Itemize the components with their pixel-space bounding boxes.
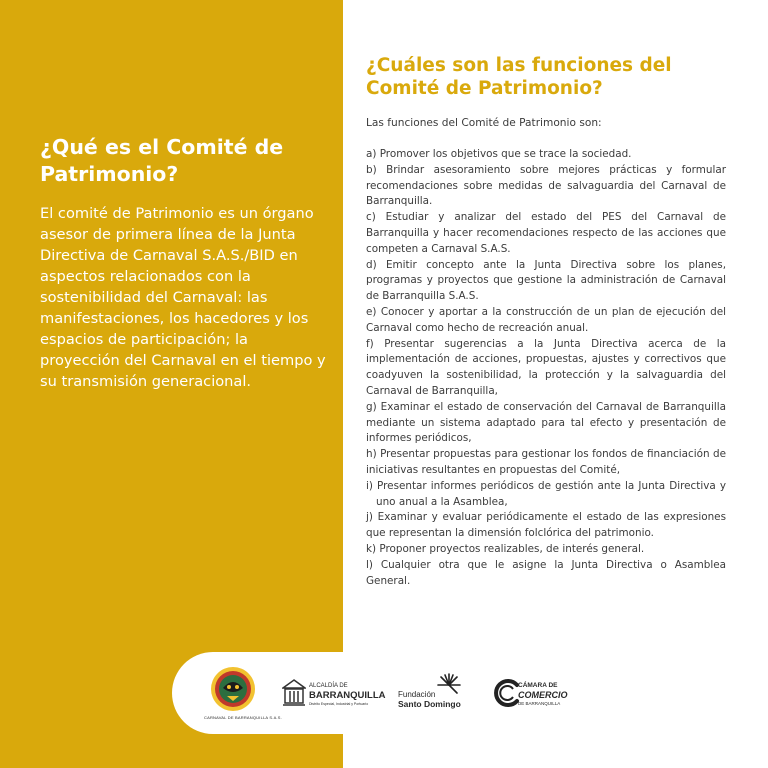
logo-bar bbox=[172, 652, 592, 734]
camara-line2: COMERCIO bbox=[518, 690, 568, 700]
camara-logo bbox=[492, 652, 582, 734]
alcaldia-building-icon bbox=[282, 679, 306, 707]
fundacion-line1: Fundación bbox=[398, 690, 436, 699]
carnaval-seal-icon bbox=[210, 666, 256, 712]
camara-line3: DE BARRANQUILLA bbox=[518, 701, 561, 706]
sunburst-icon bbox=[436, 672, 462, 698]
carnaval-logo bbox=[202, 652, 282, 734]
function-item: c) Estudiar y analizar del estado del PES del Carnaval de Barranquilla y hacer recomendaciones respecto de las acciones que competen a Carnaval S.A.S. bbox=[366, 211, 726, 255]
alcaldia-line3: Distrito Especial, Industrial y Portuario bbox=[309, 702, 369, 706]
function-item: i) Presentar informes periódicos de gestión ante la Junta Directiva y uno anual a la Asamblea, bbox=[366, 479, 726, 508]
alcaldia-logo bbox=[282, 652, 386, 734]
carnaval-caption: CARNAVAL DE BARRANQUILLA S.A.S. bbox=[204, 715, 282, 720]
function-item: a) Promover los objetivos que se trace la sociedad. bbox=[366, 148, 632, 160]
function-item: h) Presentar propuestas para gestionar los fondos de financiación de iniciativas resultantes en propuestas del Comité, bbox=[366, 448, 726, 476]
left-description: El comité de Patrimonio es un órgano asesor de primera línea de la Junta Directiva de Carnaval S.A.S./BID en aspectos relacionados con la sostenibilidad del Carnaval: las manifestaciones, los hacedores y los espacios de participación; la proyección del Carnaval en el tiempo y su transmisión generacional. bbox=[40, 205, 326, 390]
alcaldia-line2: BARRANQUILLA bbox=[309, 690, 386, 701]
right-title: ¿Cuáles son las funciones del Comité de Patrimonio? bbox=[366, 55, 672, 99]
fundacion-logo bbox=[396, 652, 468, 734]
function-item: l) Cualquier otra que le asigne la Junta Directiva o Asamblea General. bbox=[366, 558, 726, 587]
function-item: e) Conocer y aportar a la construcción de un plan de ejecución del Carnaval como hecho de recreación anual. bbox=[366, 305, 726, 334]
camara-line1: CÁMARA DE bbox=[518, 682, 558, 689]
function-item: j) Examinar y evaluar periódicamente el estado de las expresiones que representan la dimensión folclórica del patrimonio. bbox=[366, 511, 726, 540]
function-item: b) Brindar asesoramiento sobre mejores prácticas y formular recomendaciones sobre medidas de salvaguardia del Carnaval de Barranquilla. bbox=[366, 163, 726, 208]
function-item: f) Presentar sugerencias a la Junta Directiva acerca de la implementación de acciones, propuestas, ajustes y correctivos que coadyuven la sostenibilidad, la protección y la salvaguardia del Carnaval de Barranquilla, bbox=[366, 337, 726, 397]
functions-intro: Las funciones del Comité de Patrimonio son: bbox=[366, 117, 602, 129]
function-item: g) Examinar el estado de conservación del Carnaval de Barranquilla mediante un sistema adaptado para tal efecto y presentación de informes periódicos, bbox=[366, 400, 726, 445]
function-item: d) Emitir concepto ante la Junta Directiva sobre los planes, programas y proyectos que gestione la administración de Carnaval de Barranquilla S.A.S. bbox=[366, 258, 726, 303]
left-title: ¿Qué es el Comité de Patrimonio? bbox=[40, 135, 284, 186]
alcaldia-line1: ALCALDÍA DE bbox=[309, 683, 348, 689]
functions-list bbox=[366, 147, 726, 589]
fundacion-line2: Santo Domingo bbox=[398, 699, 461, 709]
function-item: k) Proponer proyectos realizables, de interés general. bbox=[366, 542, 645, 555]
